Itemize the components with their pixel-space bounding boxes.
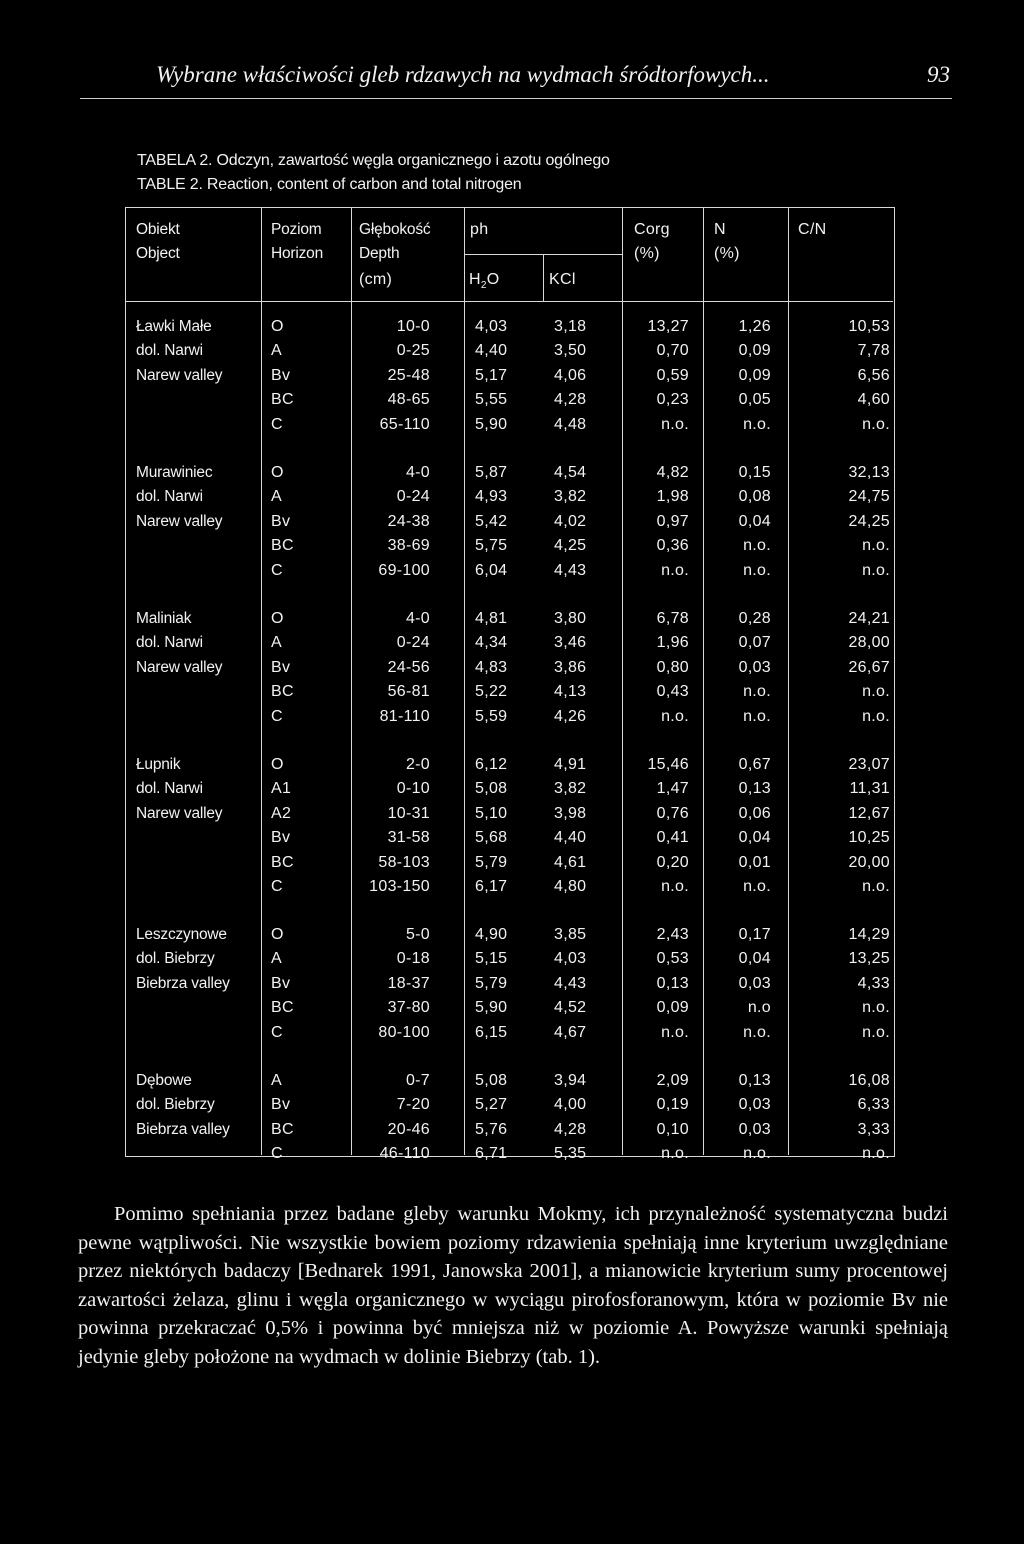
cell-c-n-ratio: 10,25 — [848, 829, 890, 847]
cell-nitrogen: n.o. — [743, 415, 771, 433]
cell-nitrogen: n.o. — [743, 683, 771, 701]
cell-nitrogen: n.o. — [743, 1023, 771, 1041]
table-caption-pl: TABELA 2. Odczyn, zawartość węgla organicznego i azotu ogólnego — [137, 152, 610, 169]
cell-ph-h2o: 5,17 — [475, 366, 508, 384]
cell-corg: 0,43 — [656, 683, 689, 701]
cell-c-n-ratio: 10,53 — [848, 318, 890, 335]
cell-corg: 15,46 — [647, 756, 689, 773]
running-title: Wybrane właściwości gleb rdzawych na wydmach śródtorfowych... — [156, 62, 770, 87]
site-label: dol. Narwi — [136, 488, 203, 506]
header-h2o: $H_2O$ — [469, 271, 500, 292]
header-kcl: KCl — [549, 271, 576, 288]
cell-corg: 2,43 — [656, 926, 689, 943]
cell-nitrogen: 0,67 — [738, 756, 771, 773]
cell-c-n-ratio: 7,78 — [857, 342, 890, 360]
cell-ph-h2o: 6,71 — [475, 1145, 508, 1163]
cell-ph-h2o: 5,90 — [475, 999, 508, 1017]
cell-horizon: A — [271, 488, 282, 506]
site-label: Narew valley — [136, 804, 223, 822]
cell-horizon: C — [271, 415, 283, 433]
cell-ph-kcl: 4,80 — [554, 878, 587, 895]
site-label: Leszczynowe — [136, 926, 227, 943]
cell-nitrogen: 0,13 — [738, 780, 771, 798]
cell-horizon: BC — [271, 1120, 294, 1138]
cell-ph-kcl: 4,28 — [554, 1120, 587, 1138]
cell-corg: 0,70 — [656, 342, 689, 360]
cell-horizon: O — [271, 318, 284, 335]
cell-nitrogen: n.o — [747, 999, 771, 1017]
cell-corg: 1,96 — [656, 634, 689, 652]
cell-nitrogen: n.o. — [743, 561, 771, 579]
header-cn: C/N — [798, 221, 827, 238]
cell-horizon: O — [271, 464, 284, 481]
cell-ph-h2o: 5,08 — [475, 1072, 508, 1089]
cell-depth: 25-48 — [387, 366, 430, 384]
header-depth-pl: Głębokość — [359, 221, 431, 238]
cell-depth: 37-80 — [387, 999, 430, 1017]
cell-nitrogen: 0,09 — [738, 342, 771, 360]
header-depth-en: Depth — [359, 245, 400, 262]
cell-depth: 24-56 — [387, 658, 430, 676]
cell-horizon: Bv — [271, 658, 291, 676]
cell-depth: 48-65 — [387, 391, 430, 409]
site-label: Murawiniec — [136, 464, 213, 481]
cell-depth: 24-38 — [387, 512, 430, 530]
cell-horizon: BC — [271, 853, 294, 871]
cell-ph-h2o: 5,55 — [475, 391, 508, 409]
site-label: dol. Narwi — [136, 342, 203, 360]
cell-corg: 0,76 — [656, 804, 689, 822]
cell-ph-kcl: 3,82 — [554, 780, 587, 798]
cell-c-n-ratio: 4,60 — [857, 391, 890, 409]
cell-ph-kcl: 4,40 — [554, 829, 587, 847]
cell-nitrogen: 0,04 — [738, 512, 771, 530]
cell-c-n-ratio: 24,21 — [848, 610, 890, 627]
cell-ph-h2o: 5,59 — [475, 707, 508, 725]
cell-c-n-ratio: 11,31 — [849, 780, 890, 798]
cell-c-n-ratio: 32,13 — [848, 464, 890, 481]
cell-horizon: BC — [271, 683, 294, 701]
cell-corg: 0,13 — [656, 974, 689, 992]
site-label: Łupnik — [136, 756, 181, 773]
cell-ph-h2o: 4,83 — [475, 658, 508, 676]
cell-ph-h2o: 6,04 — [475, 561, 508, 579]
cell-nitrogen: 0,17 — [738, 926, 771, 943]
cell-nitrogen: 0,15 — [738, 464, 771, 481]
cell-c-n-ratio: 6,56 — [857, 366, 890, 384]
cell-c-n-ratio: n.o. — [862, 1023, 890, 1041]
site-label: Biebrza valley — [136, 1120, 230, 1138]
cell-horizon: BC — [271, 391, 294, 409]
site-label: dol. Biebrzy — [136, 950, 215, 968]
cell-corg: 0,19 — [656, 1096, 689, 1114]
cell-horizon: O — [271, 610, 284, 627]
cell-corg: 0,09 — [656, 999, 689, 1017]
cell-corg: 2,09 — [656, 1072, 689, 1089]
data-table — [125, 207, 895, 1163]
cell-ph-kcl: 4,61 — [554, 853, 587, 871]
cell-corg: 13,27 — [647, 318, 689, 335]
cell-depth: 65-110 — [379, 415, 430, 433]
cell-ph-kcl: 4,06 — [554, 366, 587, 384]
cell-corg: 6,78 — [656, 610, 689, 627]
cell-corg: 4,82 — [656, 464, 689, 481]
cell-c-n-ratio: n.o. — [862, 561, 890, 579]
cell-nitrogen: n.o. — [743, 707, 771, 725]
cell-depth: 7-20 — [396, 1096, 430, 1114]
site-label: dol. Narwi — [136, 634, 203, 652]
cell-ph-h2o: 5,90 — [475, 415, 508, 433]
site-label: Ławki Małe — [136, 318, 212, 335]
cell-ph-kcl: 3,98 — [554, 804, 587, 822]
cell-c-n-ratio: n.o. — [862, 683, 890, 701]
cell-nitrogen: n.o. — [743, 537, 771, 555]
cell-nitrogen: 0,03 — [738, 1096, 771, 1114]
cell-ph-kcl: 3,18 — [554, 318, 587, 335]
cell-ph-h2o: 5,08 — [475, 780, 508, 798]
cell-horizon: A2 — [271, 804, 292, 822]
cell-ph-kcl: 4,28 — [554, 391, 587, 409]
cell-c-n-ratio: n.o. — [862, 537, 890, 555]
cell-ph-kcl: 3,46 — [554, 634, 587, 652]
cell-nitrogen: 0,09 — [738, 366, 771, 384]
cell-horizon: Bv — [271, 366, 291, 384]
cell-ph-kcl: 4,54 — [554, 464, 587, 481]
cell-depth: 0-10 — [396, 780, 430, 798]
cell-horizon: C — [271, 1023, 283, 1041]
cell-ph-h2o: 5,87 — [475, 464, 508, 481]
cell-depth: 46-110 — [379, 1145, 430, 1163]
cell-nitrogen: 0,01 — [738, 853, 771, 871]
cell-c-n-ratio: n.o. — [862, 707, 890, 725]
cell-ph-kcl: 3,82 — [554, 488, 587, 506]
cell-horizon: C — [271, 707, 283, 725]
cell-depth: 56-81 — [387, 683, 430, 701]
cell-corg: n.o. — [661, 415, 689, 433]
header-depth-unit: (cm) — [359, 271, 393, 288]
cell-nitrogen: 1,26 — [738, 318, 771, 335]
cell-ph-kcl: 3,86 — [554, 658, 587, 676]
cell-horizon: A — [271, 1072, 282, 1089]
cell-c-n-ratio: 24,25 — [848, 512, 890, 530]
cell-corg: 1,98 — [656, 488, 689, 506]
column-divider — [261, 208, 262, 1155]
cell-ph-h2o: 4,03 — [475, 318, 508, 335]
cell-horizon: A — [271, 634, 282, 652]
header-horizon-pl: Poziom — [271, 221, 322, 238]
cell-ph-kcl: 4,26 — [554, 707, 587, 725]
site-label: Maliniak — [136, 610, 192, 627]
cell-depth: 0-24 — [396, 634, 430, 652]
cell-ph-kcl: 4,03 — [554, 950, 587, 968]
site-label: Dębowe — [136, 1072, 192, 1089]
cell-nitrogen: 0,28 — [738, 610, 771, 627]
cell-ph-h2o: 4,90 — [475, 926, 508, 943]
cell-corg: 0,20 — [656, 853, 689, 871]
header-n: N — [714, 221, 726, 238]
cell-nitrogen: 0,13 — [738, 1072, 771, 1089]
site-label: Narew valley — [136, 658, 223, 676]
cell-horizon: O — [271, 926, 284, 943]
cell-nitrogen: 0,05 — [738, 391, 771, 409]
cell-c-n-ratio: 3,33 — [857, 1120, 890, 1138]
table-caption-en: TABLE 2. Reaction, content of carbon and total nitrogen — [137, 176, 522, 193]
cell-c-n-ratio: 23,07 — [848, 756, 890, 773]
column-divider — [464, 208, 465, 1155]
cell-c-n-ratio: n.o. — [862, 999, 890, 1017]
site-label: dol. Biebrzy — [136, 1096, 215, 1114]
cell-ph-kcl: 3,85 — [554, 926, 587, 943]
cell-depth: 0-7 — [405, 1072, 430, 1089]
cell-corg: 0,80 — [656, 658, 689, 676]
cell-horizon: Bv — [271, 512, 291, 530]
cell-depth: 10-31 — [387, 804, 430, 822]
cell-depth: 81-110 — [379, 707, 430, 725]
cell-ph-kcl: 4,43 — [554, 974, 587, 992]
cell-depth: 58-103 — [378, 853, 430, 871]
cell-depth: 80-100 — [378, 1023, 430, 1041]
cell-depth: 31-58 — [387, 829, 430, 847]
cell-ph-h2o: 5,79 — [475, 853, 508, 871]
cell-horizon: Bv — [271, 1096, 291, 1114]
cell-nitrogen: 0,03 — [738, 658, 771, 676]
cell-ph-kcl: 4,67 — [554, 1023, 587, 1041]
cell-depth: 10-0 — [396, 318, 430, 335]
cell-ph-kcl: 4,02 — [554, 512, 587, 530]
cell-depth: 69-100 — [378, 561, 430, 579]
header-horizon-en: Horizon — [271, 245, 324, 262]
cell-ph-kcl: 4,25 — [554, 537, 587, 555]
cell-ph-h2o: 5,15 — [475, 950, 508, 968]
cell-corg: n.o. — [661, 561, 689, 579]
cell-ph-kcl: 4,48 — [554, 415, 587, 433]
cell-ph-h2o: 4,93 — [475, 488, 508, 506]
cell-c-n-ratio: 26,67 — [848, 658, 890, 676]
running-head — [80, 62, 952, 99]
cell-ph-kcl: 4,43 — [554, 561, 587, 579]
cell-depth: 20-46 — [387, 1120, 430, 1138]
cell-ph-h2o: 5,22 — [475, 683, 508, 701]
cell-horizon: A — [271, 342, 282, 360]
cell-depth: 2-0 — [405, 756, 430, 773]
cell-ph-kcl: 5,35 — [554, 1145, 587, 1163]
cell-c-n-ratio: 4,33 — [857, 974, 890, 992]
cell-corg: 1,47 — [656, 780, 689, 798]
cell-ph-h2o: 5,68 — [475, 829, 508, 847]
cell-depth: 4-0 — [405, 464, 430, 481]
header-object-pl: Obiekt — [136, 221, 180, 238]
cell-ph-h2o: 5,10 — [475, 804, 508, 822]
cell-ph-kcl: 3,94 — [554, 1072, 587, 1089]
cell-c-n-ratio: 16,08 — [848, 1072, 890, 1089]
header-ph: ph — [470, 221, 489, 238]
cell-horizon: A1 — [271, 780, 292, 798]
header-n-unit: (%) — [714, 245, 740, 262]
cell-c-n-ratio: 24,75 — [848, 488, 890, 506]
page-number: 93 — [927, 62, 950, 87]
cell-horizon: BC — [271, 999, 294, 1017]
cell-nitrogen: 0,04 — [738, 829, 771, 847]
cell-nitrogen: 0,03 — [738, 974, 771, 992]
cell-horizon: O — [271, 756, 284, 773]
cell-depth: 0-25 — [396, 342, 430, 360]
cell-corg: 0,36 — [656, 537, 689, 555]
cell-ph-kcl: 4,13 — [554, 683, 587, 701]
cell-depth: 103-150 — [369, 878, 430, 895]
cell-ph-h2o: 4,34 — [475, 634, 508, 652]
cell-corg: 0,41 — [656, 829, 689, 847]
column-divider — [543, 254, 544, 301]
cell-horizon: C — [271, 1145, 283, 1163]
cell-ph-kcl: 3,50 — [554, 342, 587, 360]
cell-nitrogen: 0,07 — [738, 634, 771, 652]
cell-ph-h2o: 5,75 — [475, 537, 508, 555]
cell-c-n-ratio: n.o. — [862, 878, 890, 895]
cell-nitrogen: 0,03 — [738, 1120, 771, 1138]
cell-corg: n.o. — [661, 707, 689, 725]
cell-ph-h2o: 4,40 — [475, 342, 508, 360]
cell-horizon: Bv — [271, 974, 291, 992]
cell-nitrogen: 0,04 — [738, 950, 771, 968]
header-bottom-rule — [126, 301, 893, 302]
cell-corg: 0,97 — [656, 512, 689, 530]
cell-depth: 38-69 — [387, 537, 430, 555]
cell-corg: n.o. — [661, 1145, 689, 1163]
site-label: Biebrza valley — [136, 974, 230, 992]
cell-ph-h2o: 4,81 — [475, 610, 508, 627]
cell-ph-kcl: 3,80 — [554, 610, 587, 627]
cell-depth: 4-0 — [405, 610, 430, 627]
cell-c-n-ratio: 28,00 — [848, 634, 890, 652]
cell-horizon: C — [271, 878, 283, 895]
header-corg-unit: (%) — [634, 245, 660, 262]
cell-horizon: C — [271, 561, 283, 579]
cell-ph-h2o: 5,42 — [475, 512, 508, 530]
header-object-en: Object — [136, 245, 180, 262]
cell-corg: 0,10 — [656, 1120, 689, 1138]
cell-corg: n.o. — [661, 878, 689, 895]
cell-nitrogen: n.o. — [743, 1145, 771, 1163]
body-paragraph: Pomimo spełniania przez badane gleby warunku Mokmy, ich przynależność systematyczna budzi pewne wątpliwości. Nie wszystkie bowiem poziomy rdzawienia spełniają inne kryterium uwzględniane przez niektórych badaczy [Bednarek 1991, Janowska 2001], a mianowicie kryterium sumy procentowej zawartości żelaza, glinu i węgla organicznego w wyciągu pirofosforanowym, która w poziomie Bv nie powinna przekraczać 0,5% i powinna być mniejsza niż w poziomie A. Powyższe warunki spełniają jedynie gleby położone na wydmach w dolinie Biebrzy (tab. 1). — [78, 1203, 948, 1368]
cell-c-n-ratio: 20,00 — [848, 853, 890, 871]
cell-nitrogen: n.o. — [743, 878, 771, 895]
cell-corg: 0,53 — [656, 950, 689, 968]
cell-horizon: BC — [271, 537, 294, 555]
cell-depth: 0-24 — [396, 488, 430, 506]
cell-ph-h2o: 5,27 — [475, 1096, 508, 1114]
cell-nitrogen: 0,08 — [738, 488, 771, 506]
cell-ph-h2o: 5,79 — [475, 974, 508, 992]
cell-ph-kcl: 4,91 — [554, 756, 587, 773]
cell-nitrogen: 0,06 — [738, 804, 771, 822]
site-label: dol. Narwi — [136, 780, 203, 798]
cell-depth: 18-37 — [387, 974, 430, 992]
cell-ph-h2o: 6,17 — [475, 878, 508, 895]
cell-corg: 0,23 — [656, 391, 689, 409]
cell-c-n-ratio: 13,25 — [848, 950, 890, 968]
cell-ph-h2o: 6,15 — [475, 1023, 508, 1041]
cell-c-n-ratio: n.o. — [862, 415, 890, 433]
cell-c-n-ratio: 12,67 — [848, 804, 890, 822]
cell-ph-kcl: 4,00 — [554, 1096, 587, 1114]
header-corg: Corg — [634, 221, 670, 238]
cell-horizon: A — [271, 950, 282, 968]
cell-ph-h2o: 5,76 — [475, 1120, 508, 1138]
site-label: Narew valley — [136, 512, 223, 530]
cell-ph-h2o: 6,12 — [475, 756, 508, 773]
cell-corg: n.o. — [661, 1023, 689, 1041]
cell-c-n-ratio: 14,29 — [848, 926, 890, 943]
cell-c-n-ratio: 6,33 — [857, 1096, 890, 1114]
cell-depth: 5-0 — [405, 926, 430, 943]
cell-c-n-ratio: n.o. — [862, 1145, 890, 1163]
cell-corg: 0,59 — [656, 366, 689, 384]
site-label: Narew valley — [136, 366, 223, 384]
cell-horizon: Bv — [271, 829, 291, 847]
cell-ph-kcl: 4,52 — [554, 999, 587, 1017]
cell-depth: 0-18 — [396, 950, 430, 968]
